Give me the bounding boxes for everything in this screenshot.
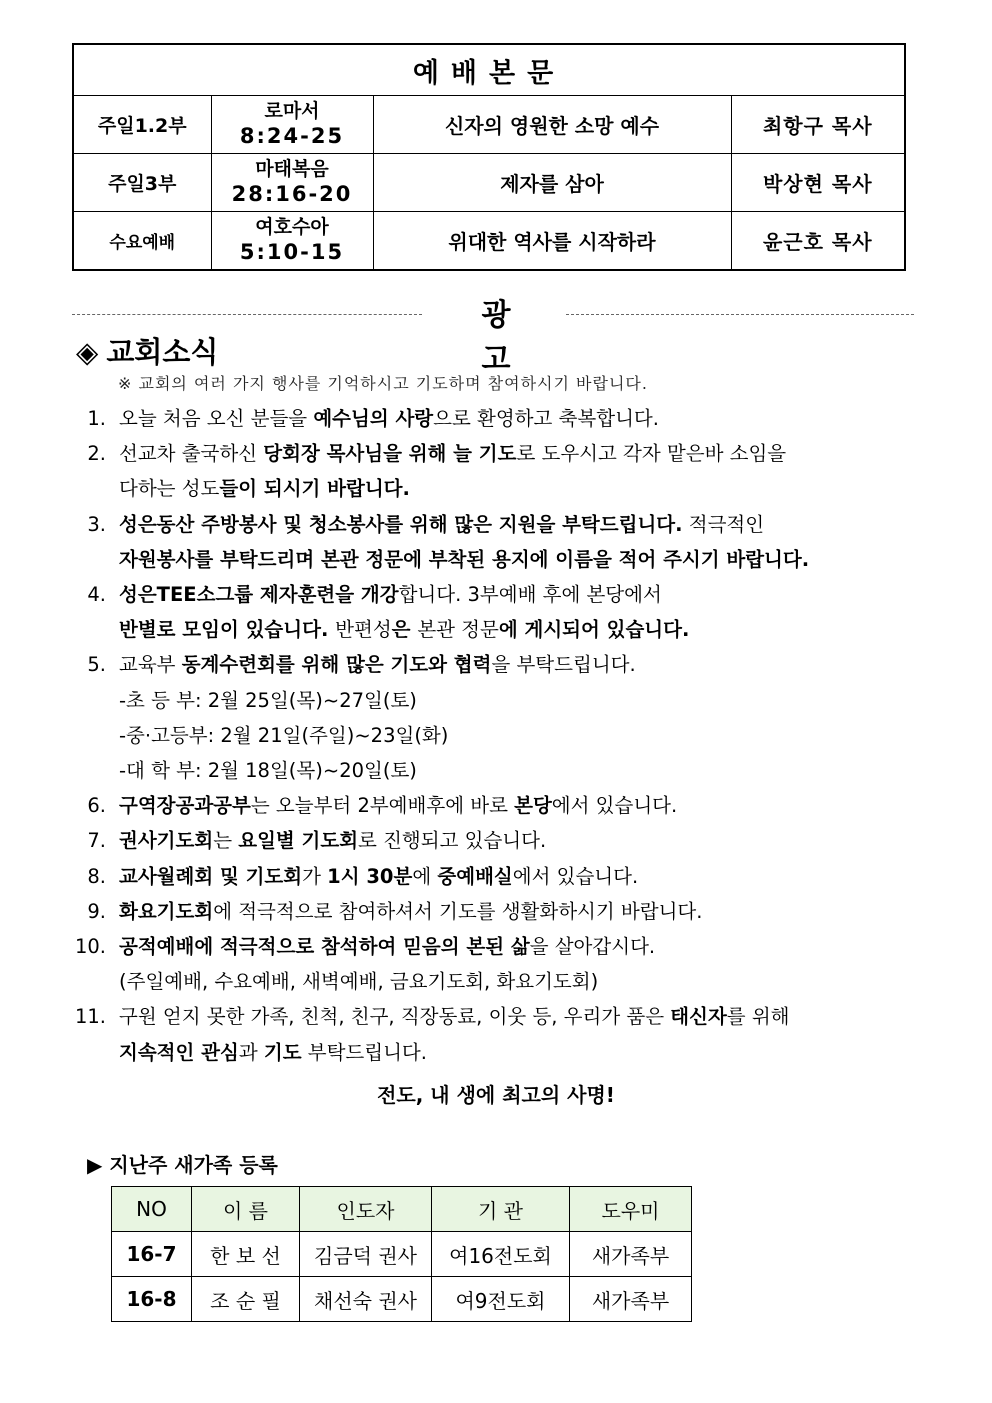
item-number: 3. — [87, 512, 106, 536]
item-text: (주일예배, 수요예배, 새벽예배, 금요기도회, 화요기도회) — [119, 970, 599, 994]
list-item-continuation — [0, 474, 992, 504]
list-item — [0, 1002, 992, 1032]
list-item — [0, 826, 992, 856]
list-item — [0, 862, 992, 892]
announcement-title: 광고 — [481, 298, 549, 377]
table-cell: 조 순 필 — [192, 1277, 300, 1322]
scripture — [211, 154, 373, 212]
emphasis-text: 공적예배에 적극적으로 참석하여 믿음의 본된 삶 — [119, 935, 530, 958]
item-text: 교육부 — [119, 653, 182, 677]
list-item — [0, 791, 992, 821]
item-body — [119, 510, 764, 540]
item-number: 8. — [87, 864, 106, 888]
church-news-heading — [76, 330, 218, 371]
dashed-rule-left — [72, 314, 422, 315]
slogan: 전도, 내 생에 최고의 사명! — [377, 1083, 615, 1107]
table-cell: 새가족부 — [570, 1277, 692, 1322]
church-news-note: ※ 교회의 여러 가지 행사를 기억하시고 기도하며 참여하시기 바랍니다. — [118, 374, 648, 393]
emphasis-text: 성은동산 주방봉사 및 청소봉사를 위해 많은 지원을 부탁드립니다. — [119, 512, 683, 536]
list-item-continuation — [0, 1038, 992, 1068]
list-item — [0, 439, 992, 469]
item-text: 본관 정문 — [417, 618, 499, 642]
item-number: 4. — [87, 583, 106, 606]
item-body — [119, 756, 417, 786]
list-item — [0, 932, 992, 962]
emphasis-text: 반별로 모임이 있습니다. — [119, 618, 336, 642]
item-text: 을 부탁드립니다. — [491, 653, 636, 677]
emphasis-text: 당회장 목사님을 위해 늘 기도 — [263, 442, 517, 466]
item-text: 가 — [302, 864, 328, 888]
item-text: 는 — [213, 829, 239, 853]
list-item — [0, 510, 992, 540]
item-number: 1. — [87, 407, 106, 430]
item-text: 선교차 출국하신 — [119, 442, 264, 466]
emphasis-text: 들이 되시기 바랍니다. — [219, 477, 410, 501]
item-body — [119, 932, 655, 962]
emphasis-text: 구역장공과공부 — [119, 794, 251, 818]
item-text: -초 등 부: 2월 25일(목)~27일(토) — [119, 688, 417, 712]
emphasis-text: 지속적인 관심 — [119, 1040, 239, 1064]
scripture-book: 로마서 — [264, 100, 320, 122]
table-cell: 16-8 — [112, 1277, 192, 1322]
sermon-row — [73, 96, 905, 154]
item-text: 반편성 — [335, 618, 392, 642]
table-cell: 채선숙 권사 — [300, 1277, 432, 1322]
list-item-continuation — [0, 615, 992, 645]
emphasis-text: 예수님의 사랑 — [313, 407, 434, 430]
item-text: 에 — [412, 864, 438, 888]
pastor-name: 박상현 목사 — [731, 154, 905, 212]
item-text: 오늘 처음 오신 분들을 — [119, 407, 314, 430]
sermon-header: 예배본문 — [73, 44, 905, 96]
emphasis-text: 성은TEE소그룹 제자훈련을 개강 — [119, 583, 399, 606]
scripture-verse: 5:10-15 — [239, 240, 345, 264]
list-item-continuation — [0, 545, 992, 575]
item-text: 는 오늘부터 2부예배후에 바로 — [250, 794, 515, 818]
table-header-row — [112, 1187, 692, 1232]
item-text: 구원 얻지 못한 가족, 친척, 친구, 직장동료, 이웃 등, 우리가 품은 — [119, 1005, 671, 1029]
item-text: 을 살아갑시다. — [529, 935, 656, 958]
column-header: 인도자 — [300, 1187, 432, 1232]
item-body — [119, 545, 809, 575]
table-row — [112, 1277, 692, 1322]
list-item — [0, 686, 992, 716]
item-body — [119, 862, 638, 892]
item-text: 합니다. 3부예배 후에 본당에서 — [398, 583, 662, 606]
dashed-rule-right — [566, 314, 914, 315]
emphasis-text: 은 — [391, 618, 418, 642]
column-header: 이 름 — [192, 1187, 300, 1232]
item-body — [119, 474, 410, 504]
item-number: 5. — [87, 653, 106, 677]
item-body — [119, 580, 662, 610]
item-body — [119, 791, 677, 821]
item-text: 과 — [238, 1040, 264, 1064]
sermon-row — [73, 212, 905, 271]
column-header: NO — [112, 1187, 192, 1232]
list-item — [0, 650, 992, 680]
item-body — [119, 826, 546, 856]
pastor-name: 최항구 목사 — [731, 96, 905, 154]
table-cell: 16-7 — [112, 1232, 192, 1277]
item-text: 로 도우시고 각자 맡은바 소임을 — [516, 442, 787, 466]
item-text: -대 학 부: 2월 18일(목)~20일(토) — [119, 759, 417, 782]
item-text: 부탁드립니다. — [301, 1040, 427, 1064]
sermon-row — [73, 154, 905, 212]
emphasis-text: 요일별 기도회 — [238, 829, 359, 853]
table-row — [112, 1232, 692, 1277]
table-cell: 여16전도회 — [432, 1232, 570, 1277]
item-body — [119, 404, 659, 434]
item-body — [119, 967, 598, 997]
emphasis-text: 자원봉사를 부탁드리며 본관 정문에 부착된 용지에 이름을 적어 주시기 바랍니다. — [119, 547, 810, 571]
item-body — [119, 615, 689, 645]
item-body — [119, 1002, 790, 1032]
item-body — [119, 650, 636, 680]
item-text: 적극적인 — [682, 512, 765, 536]
item-body — [119, 721, 448, 751]
emphasis-text: 중예배실 — [437, 864, 513, 888]
column-header: 도우미 — [570, 1187, 692, 1232]
list-item — [0, 721, 992, 751]
column-header: 기 관 — [432, 1187, 570, 1232]
item-number: 2. — [87, 442, 106, 466]
emphasis-text: 1시 30분 — [327, 864, 413, 888]
item-text: 에서 있습니다. — [551, 794, 678, 818]
emphasis-text: 태신자 — [670, 1005, 727, 1029]
pastor-name: 윤근호 목사 — [731, 212, 905, 271]
scripture-book: 여호수아 — [255, 216, 329, 238]
new-family-heading: ▶ 지난주 새가족 등록 — [87, 1153, 278, 1177]
item-number: 9. — [87, 899, 106, 923]
emphasis-text: 본당 — [514, 794, 552, 818]
item-text: 로 진행되고 있습니다. — [358, 829, 547, 853]
item-number: 10. — [74, 935, 106, 958]
list-item — [0, 404, 992, 434]
list-item — [0, 580, 992, 610]
list-item-continuation — [0, 967, 992, 997]
service-name: 주일3부 — [73, 154, 211, 212]
scripture-verse: 8:24-25 — [239, 124, 345, 148]
scripture-verse: 28:16-20 — [231, 182, 353, 206]
item-body — [119, 1038, 427, 1068]
item-number: 6. — [87, 794, 106, 818]
item-body — [119, 897, 702, 927]
service-name: 수요예배 — [73, 212, 211, 271]
item-text: 으로 환영하고 축복합니다. — [433, 407, 659, 430]
scripture — [211, 96, 373, 154]
item-text: 를 위해 — [726, 1005, 790, 1029]
emphasis-text: 동계수련회를 위해 많은 기도와 협력 — [181, 653, 492, 677]
item-body — [119, 439, 786, 469]
new-family-table — [111, 1186, 692, 1322]
sermon-title: 위대한 역사를 시작하라 — [373, 212, 731, 271]
item-text: 다하는 성도 — [119, 477, 220, 501]
table-cell: 김금덕 권사 — [300, 1232, 432, 1277]
item-number: 11. — [74, 1005, 106, 1029]
emphasis-text: 권사기도회 — [119, 829, 214, 853]
sermon-title: 신자의 영원한 소망 예수 — [373, 96, 731, 154]
table-cell: 새가족부 — [570, 1232, 692, 1277]
emphasis-text: 교사월례회 및 기도회 — [119, 864, 303, 888]
list-item — [0, 897, 992, 927]
list-item — [0, 756, 992, 786]
sermon-title: 제자를 삼아 — [373, 154, 731, 212]
scripture-book: 마태복음 — [255, 158, 329, 180]
church-news-heading-text: 교회소식 — [106, 335, 219, 369]
item-text: 에 적극적으로 참여하셔서 기도를 생활화하시기 바랍니다. — [213, 899, 703, 923]
item-body — [119, 686, 417, 716]
item-number: 7. — [87, 829, 106, 853]
diamond-bullet-icon: ◈ — [76, 335, 99, 369]
service-name: 주일1.2부 — [73, 96, 211, 154]
item-text: 에서 있습니다. — [512, 864, 639, 888]
table-cell: 여9전도회 — [432, 1277, 570, 1322]
emphasis-text: 화요기도회 — [119, 899, 214, 923]
table-cell: 한 보 선 — [192, 1232, 300, 1277]
item-text: -중·고등부: 2월 21일(주일)~23일(화) — [119, 723, 449, 747]
emphasis-text: 기도 — [263, 1040, 302, 1064]
scripture — [211, 212, 373, 271]
emphasis-text: 에 게시되어 있습니다. — [498, 618, 690, 642]
sermon-table — [72, 43, 906, 271]
